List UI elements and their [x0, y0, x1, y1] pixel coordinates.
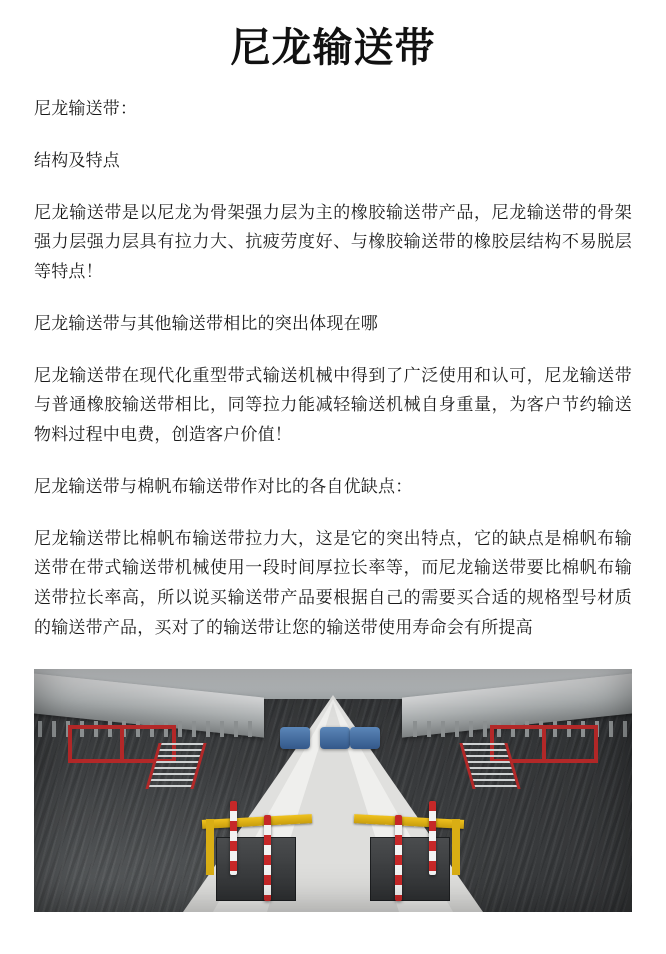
- striped-barrier-pole: [264, 815, 271, 901]
- striped-barrier-pole: [429, 801, 436, 875]
- striped-barrier-pole: [395, 815, 402, 901]
- drum-machinery: [280, 727, 310, 749]
- striped-barrier-pole: [230, 801, 237, 875]
- paragraph: 结构及特点: [34, 150, 120, 170]
- conveyor-belt-photo: [34, 669, 632, 912]
- equipment-box-right: [370, 837, 450, 901]
- equipment-box-left: [216, 837, 296, 901]
- paragraph: 尼龙输送带与其他输送带相比的突出体现在哪: [34, 313, 378, 333]
- paragraph: 尼龙输送带与棉帆布输送带作对比的各自优缺点：: [34, 476, 413, 496]
- paragraph: 尼龙输送带：: [34, 99, 138, 118]
- paragraph: 尼龙输送带是以尼龙为骨架强力层为主的橡胶输送带产品，尼龙输送带的骨架强力层强力层具有拉力大、抗疲劳度好、与橡胶输送带的橡胶层结构不易脱层等特点！: [34, 202, 632, 281]
- paragraph: 尼龙输送带比棉帆布输送带拉力大，这是它的突出特点，它的缺点是棉帆布输送带在带式输送带机械使用一段时间厚拉长率等，而尼龙输送带要比棉帆布输送带拉长率高，所以说买输送带产品要根据自己的需要买合适的规格型号材质的输送带产品，买对了的输送带让您的输送带使用寿命会有所提高: [34, 528, 632, 637]
- document-page: [0, 24, 666, 954]
- railing-left: [120, 725, 124, 761]
- railing-right: [594, 725, 598, 761]
- railing-right: [542, 725, 546, 761]
- yellow-post-right: [452, 819, 460, 875]
- yellow-post-left: [206, 819, 214, 875]
- drum-machinery: [320, 727, 350, 749]
- drum-machinery: [350, 727, 380, 749]
- page-title: 尼龙输送带: [230, 26, 436, 70]
- article-body: [0, 94, 666, 643]
- railing-left: [68, 725, 72, 761]
- paragraph: 尼龙输送带在现代化重型带式输送机械中得到了广泛使用和认可，尼龙输送带与普通橡胶输送带相比，同等拉力能减轻输送机械自身重量，为客户节约输送物料过程中电费，创造客户价值！: [34, 365, 632, 444]
